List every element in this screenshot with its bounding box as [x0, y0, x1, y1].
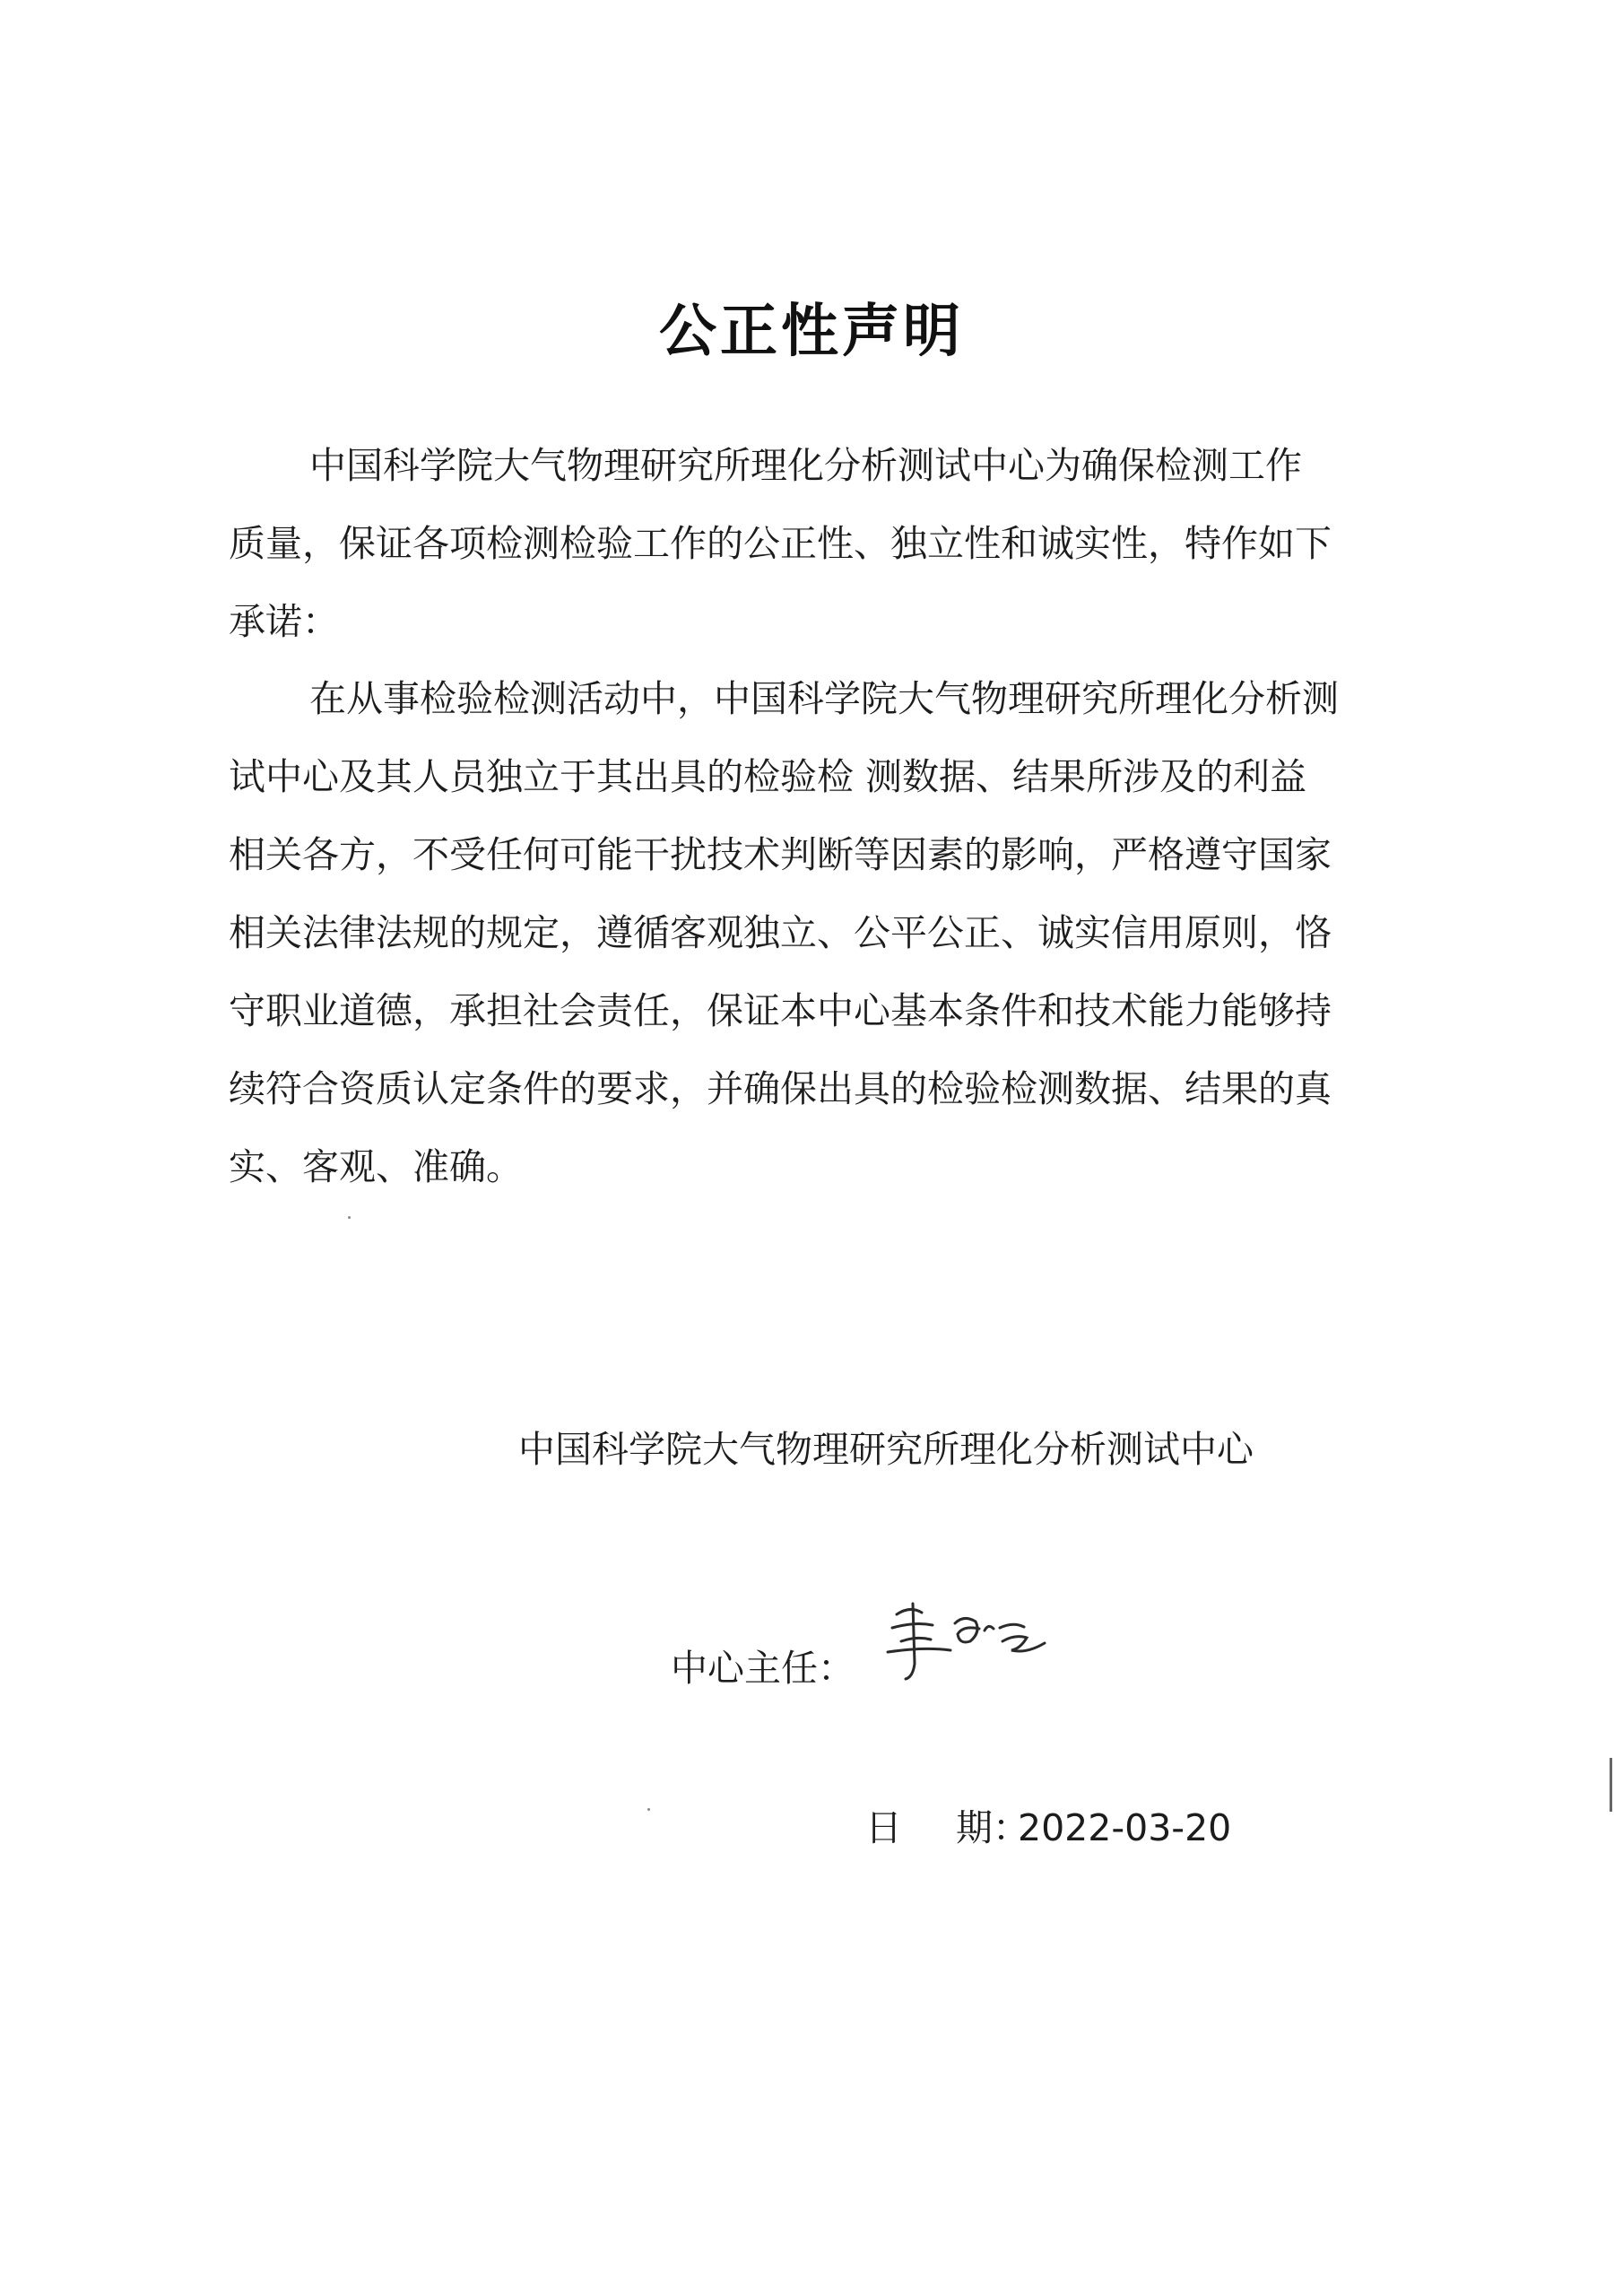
- scan-edge-mark: [1610, 1758, 1612, 1812]
- handwritten-signature: [870, 1578, 1058, 1695]
- director-label: 中心主任：: [671, 1647, 855, 1690]
- date-label: [865, 1801, 1029, 1855]
- paragraph-line: 实、客观、准确。: [229, 1145, 523, 1188]
- document-title: 公正性声明: [659, 299, 964, 365]
- date-label-char-1: 日: [865, 1806, 902, 1849]
- paragraph-commitment-intro: [229, 427, 1394, 661]
- paragraph-line: 质量，保证各项检测检验工作的公正性、独立性和诚实性，特作如下: [229, 522, 1332, 565]
- organization-signature-line: 中国科学院大气物理研究所理化分析测试中心: [518, 1428, 1254, 1471]
- date-row: [865, 1801, 1231, 1855]
- paragraph-line: 试中心及其人员独立于其出具的检验检 测数据、结果所涉及的利益: [229, 755, 1307, 798]
- scan-speck: [647, 1808, 650, 1811]
- paragraph-line: 中国科学院大气物理研究所理化分析测试中心为确保检测工作: [309, 444, 1302, 487]
- paragraph-line: 承诺：: [229, 600, 339, 643]
- paragraph-line: 在从事检验检测活动中，中国科学院大气物理研究所理化分析测: [309, 677, 1339, 720]
- paragraph-commitment-body: [229, 660, 1394, 1206]
- paragraph-line: 相关各方，不受任何可能干扰技术判断等因素的影响，严格遵守国家: [229, 833, 1332, 876]
- paragraph-line: 守职业道德，承担社会责任，保证本中心基本条件和技术能力能够持: [229, 989, 1332, 1032]
- scan-speck: [348, 1216, 351, 1219]
- paragraph-line: 相关法律法规的规定，遵循客观独立、公平公正、诚实信用原则，恪: [229, 911, 1332, 954]
- date-label-char-2: 期：: [956, 1806, 1029, 1849]
- date-value: 2022-03-20: [1018, 1806, 1232, 1849]
- paragraph-line: 续符合资质认定条件的要求，并确保出具的检验检测数据、结果的真: [229, 1067, 1332, 1110]
